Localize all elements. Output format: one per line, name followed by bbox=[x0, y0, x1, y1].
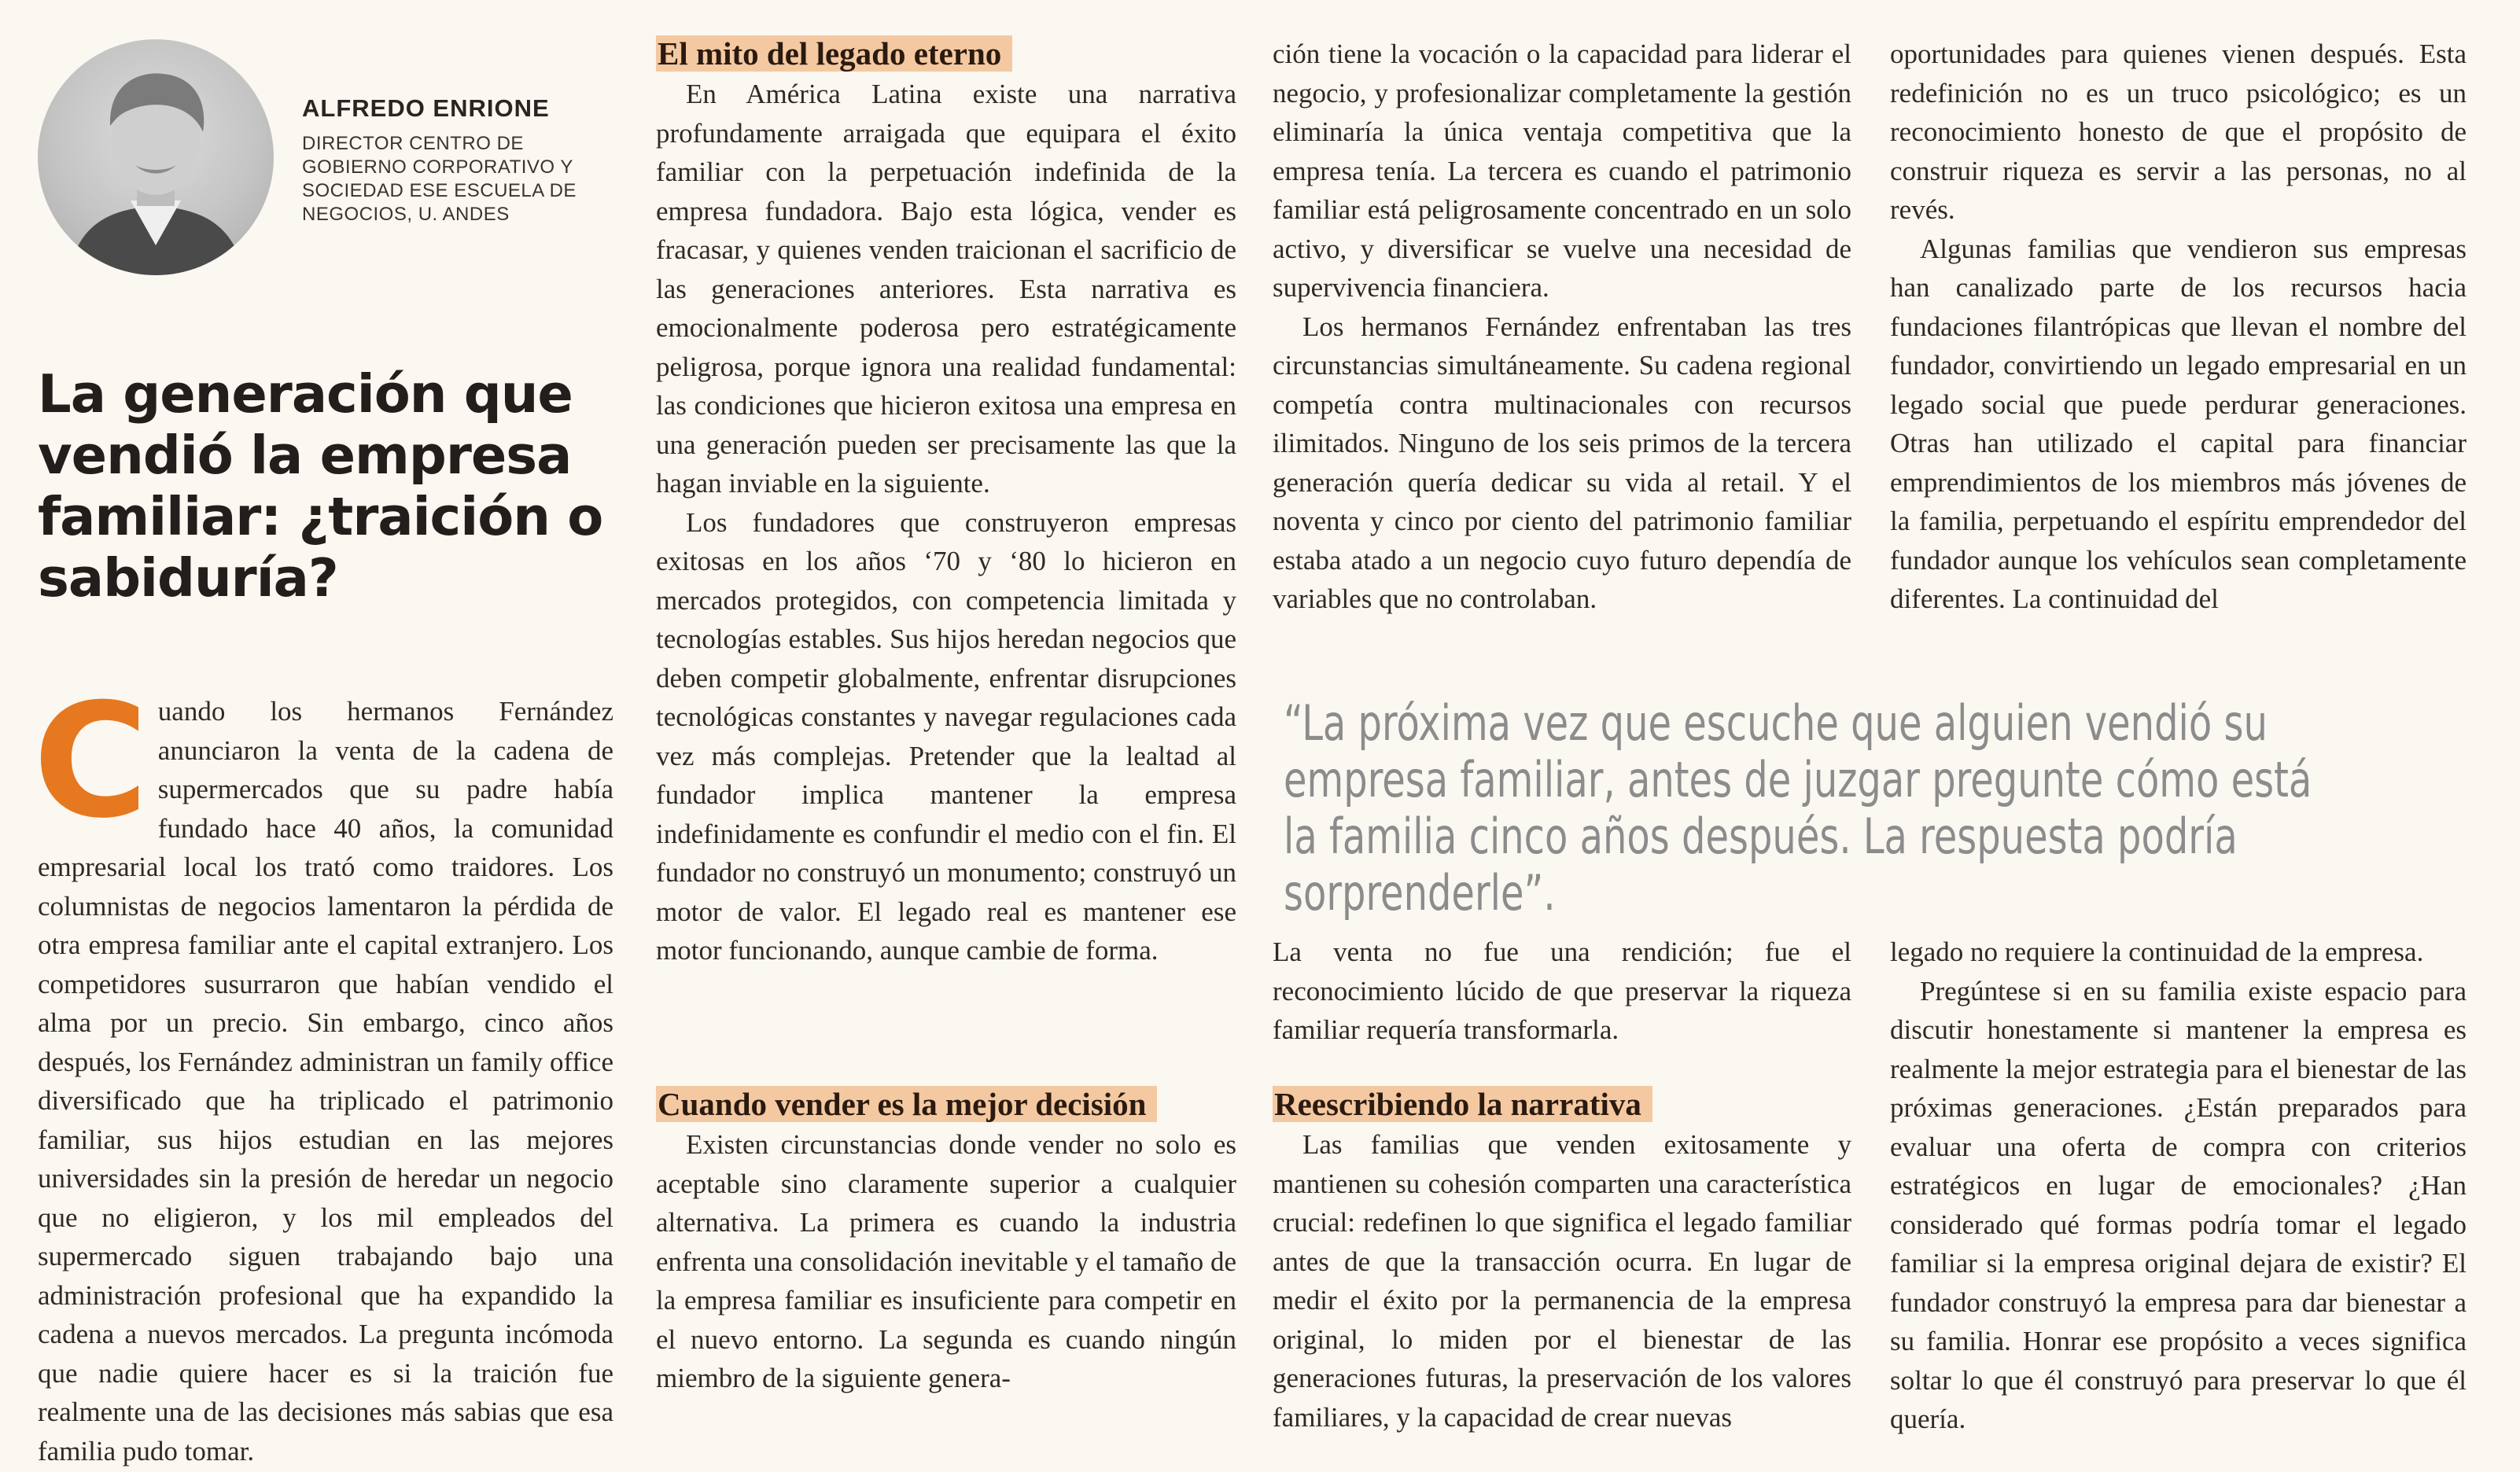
intro-paragraph bbox=[33, 670, 613, 1470]
paragraph: Algunas familias que vendieron sus empresas han canalizado parte de los recursos hacia fundaciones filantrópicas que llevan el nombre del fundador, convirtiendo un legado empresarial en un legado social que puede perdurar generaciones. Otras han utilizado el capital para financiar emprendimientos de los miembros más jóvenes de la familia, perpetuando el espíritu emprendedor del fundador aunque los vehículos sean completamente diferentes. La continuidad del bbox=[1890, 233, 2467, 614]
author-name: ALFREDO ENRIONE bbox=[302, 94, 550, 122]
article-column-3 bbox=[1273, 35, 1851, 619]
paragraph: La venta no fue una rendición; fue el reconocimiento lúcido de que preservar la riqueza familiar requería transformarla. bbox=[1273, 937, 1851, 1045]
pull-quote: “La próxima vez que escuche que alguien vendió su empresa familiar, antes de juzgar pregunte cómo está la familia cinco años después. La respuesta podría sorprenderle”. bbox=[1284, 694, 2312, 922]
paragraph: Los hermanos Fernández enfrentaban las tres circunstancias simultáneamente. Su cadena regional competía contra multinacionales con recursos ilimitados. Ninguno de los seis primos de la tercera generación quería dedicar su vida al retail. Y el noventa y cinco por ciento del patrimonio familiar estaba atado a un negocio cuyo futuro dependía de variables que no controlaban. bbox=[1273, 311, 1851, 614]
paragraph: Los fundadores que construyeron empresas exitosas en los años ‘70 y ‘80 lo hicieron en mercados protegidos, con competencia limitada y tecnologías estables. Sus hijos heredan negocios que deben competir globalmente, enfrentar disrupciones tecnológicas constantes y navegar regulaciones cada vez más complejas. Pretender que la lealtad al fundador implica mantener la empresa indefinidamente es confundir el medio con el fin. El fundador no construyó un monumento; construyó un motor de valor. El legado real es mantener ese motor funcionando, aunque cambie de forma. bbox=[656, 506, 1236, 966]
paragraph: Pregúntese si en su familia existe espacio para discutir honestamente si mantener la empresa es realmente la mejor estrategia para el bienestar de las próximas generaciones. ¿Están preparados para evaluar una oferta de compra con criterios estratégicos en lugar de emocionales? ¿Han considerado qué formas podría tomar el legado familiar si la empresa original dejara de existir? El fundador construyó la empresa para dar bienestar a su familia. Honrar ese propósito a veces significa soltar lo que él construyó para preservar lo que él quería. bbox=[1890, 975, 2467, 1434]
author-role: DIRECTOR CENTRO DE GOBIERNO CORPORATIVO Y SOCIEDAD ESE ESCUELA DE NEGOCIOS, U. ANDES bbox=[302, 133, 577, 225]
subhead-narrativa: Reescribiendo la narrativa bbox=[1273, 1085, 1652, 1124]
paragraph: Existen circunstancias donde vender no solo es aceptable sino claramente superior a cualquier alternativa. La primera es cuando la industria enfrenta una consolidación inevitable y el tamaño de la empresa familiar es insuficiente para competir en el nuevo entorno. La segunda es cuando ningún miembro de la siguiente genera- bbox=[656, 1129, 1236, 1393]
article-column-2-lower bbox=[656, 1085, 1236, 1398]
article-column-1 bbox=[33, 670, 613, 1470]
subhead-vender: Cuando vender es la mejor decisión bbox=[656, 1085, 1236, 1124]
paragraph: En América Latina existe una narrativa profundamente arraigada que equipara el éxito familiar con la perpetuación indefinida de la empresa fundadora. Bajo esta lógica, vender es fracasar, y quienes venden traicionan el sacrificio de las generaciones anteriores. Esta narrativa es emocionalmente poderosa pero estratégicamente peligrosa, porque ignora una realidad fundamental: las condiciones que hicieron exitosa una empresa en una generación pueden ser precisamente las que la hagan inviable en la siguiente. bbox=[656, 79, 1236, 499]
subhead-legado: El mito del legado eterno bbox=[656, 35, 1236, 73]
author-portrait-icon bbox=[38, 39, 274, 275]
article-column-2 bbox=[656, 35, 1236, 970]
paragraph: Las familias que venden exitosamente y mantienen su cohesión comparten una característica crucial: redefinen lo que significa el legado familiar antes de que la transacción ocurra. En lugar de medir el éxito por la permanencia de la empresa original, lo miden por el bienestar de las generaciones futuras, la preservación de los valores familiares, y la capacidad de crear nuevas bbox=[1273, 1129, 1851, 1433]
article-column-4-lower bbox=[1890, 933, 2467, 1439]
paragraph-continued: oportunidades para quienes vienen después. Esta redefinición no es un truco psicológico; es un reconocimiento honesto de que el propósito de construir riqueza es servir a las personas, no al revés. bbox=[1890, 39, 2467, 225]
paragraph-continued: legado no requiere la continuidad de la empresa. bbox=[1890, 937, 2424, 967]
paragraph-continued: ción tiene la vocación o la capacidad para liderar el negocio, y profesionalizar completamente la gestión eliminaría la única ventaja competitiva que la empresa tenía. La tercera es cuando el patrimonio familiar está peligrosamente concentrado en un solo activo, y diversificar se vuelve una necesidad de supervivencia financiera. bbox=[1273, 39, 1851, 303]
drop-cap: C bbox=[33, 670, 149, 853]
article-column-3-lower bbox=[1273, 933, 1851, 1050]
headline: La generación que vendió la empresa familiar: ¿traición o sabiduría? bbox=[38, 363, 603, 609]
article-column-3-bottom bbox=[1273, 1125, 1851, 1437]
author-photo bbox=[38, 39, 274, 275]
article-column-4 bbox=[1890, 35, 2467, 619]
intro-text: uando los hermanos Fernández anunciaron la venta de la cadena de supermercados que su padre había fundado hace 40 años, la comunidad empresarial local los trató como traidores. Los columnistas de negocios lamentaron la pérdida de otra empresa familiar ante el capital extranjero. Los competidores susurraron que habían vendido el alma por un precio. Sin embargo, cinco años después, los Fernández administran un family office diversificado que ha triplicado el patrimonio familiar, sus hijos estudian en las mejores universidades sin la presión de heredar un negocio que no eligieron, y los mil empleados del supermercado siguen trabajando bajo una administración profesional que ha expandido la cadena a nuevos mercados. La pregunta incómoda que nadie quiere hacer es si la traición fue realmente una de las decisiones más sabias que esa familia pudo tomar. bbox=[38, 696, 613, 1466]
